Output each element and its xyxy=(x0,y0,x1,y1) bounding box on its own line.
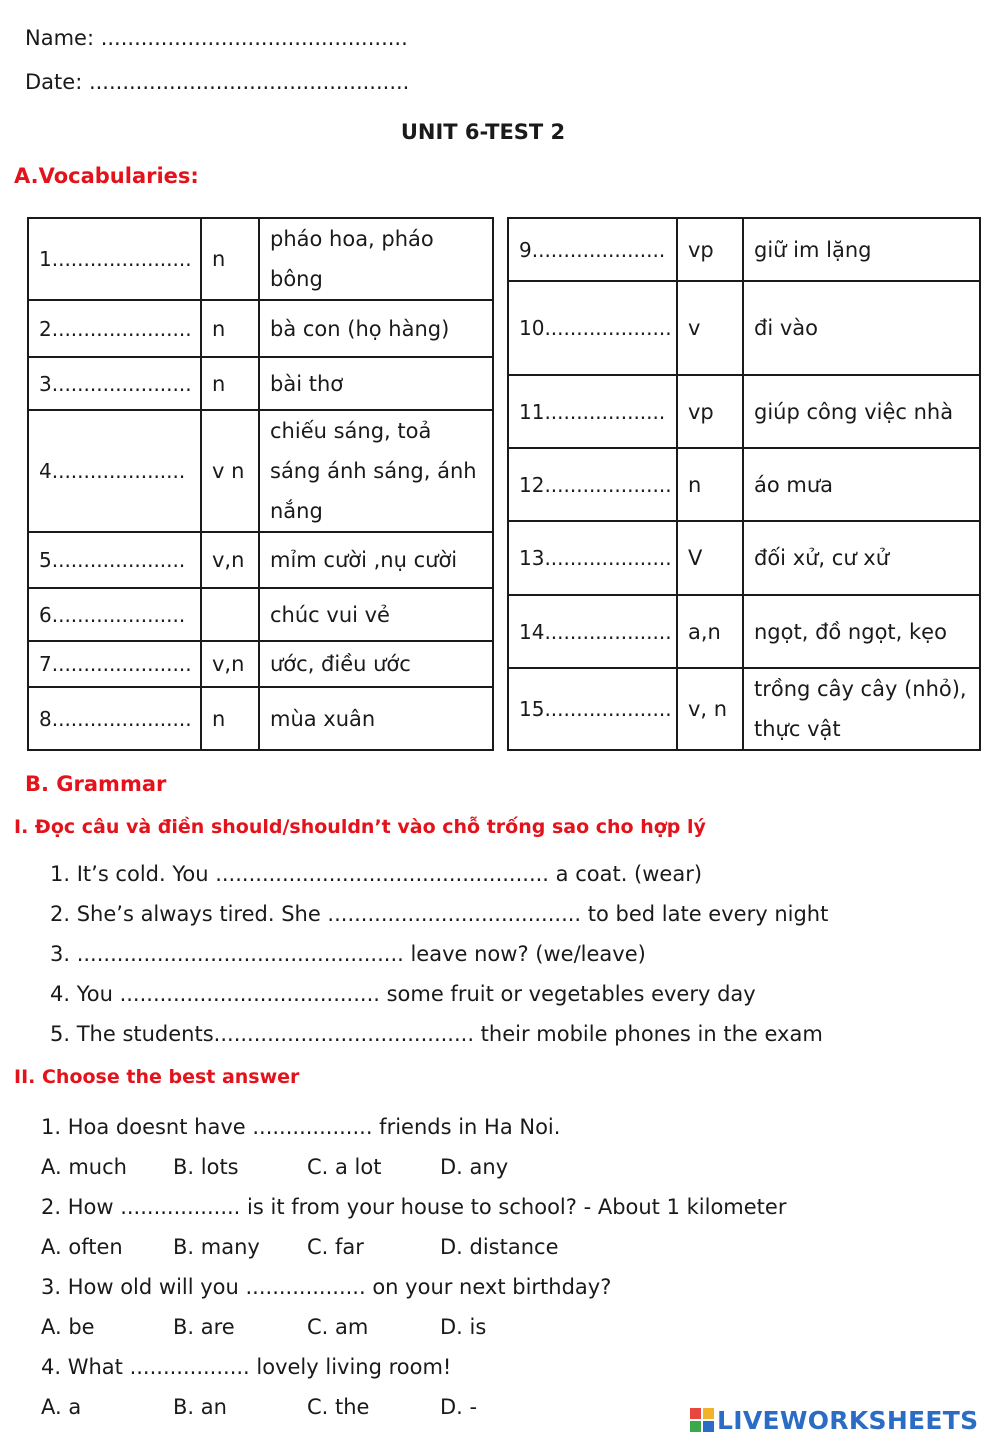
question-1: 1. Hoa doesnt have .................. friends in Ha Noi. xyxy=(41,1115,561,1139)
option-d[interactable]: D. any xyxy=(440,1155,509,1179)
meaning: pháo hoa, pháo bông xyxy=(259,218,493,300)
fill-sentence-3[interactable]: 3. ................................................. leave now? (we/leave) xyxy=(50,942,646,966)
vocab-blank[interactable]: 8...................... xyxy=(28,687,201,750)
fill-sentence-2[interactable]: 2. She’s always tired. She ...................................... to bed late every night xyxy=(50,902,829,926)
word-type: vp xyxy=(677,375,743,448)
word-type: n xyxy=(201,300,259,357)
option-b[interactable]: B. many xyxy=(173,1235,260,1259)
table-row xyxy=(28,410,493,532)
meaning: ước, điều ước xyxy=(259,641,493,687)
table-row xyxy=(508,448,980,521)
option-b[interactable]: B. lots xyxy=(173,1155,239,1179)
meaning: đối xử, cư xử xyxy=(743,521,980,595)
option-a[interactable]: A. be xyxy=(41,1315,95,1339)
date-line: Date: ................................................ xyxy=(25,70,410,94)
word-type: v,n xyxy=(201,532,259,588)
table-row xyxy=(508,668,980,750)
table-row xyxy=(28,641,493,687)
meaning: mùa xuân xyxy=(259,687,493,750)
meaning: mỉm cười ,nụ cười xyxy=(259,532,493,588)
option-a[interactable]: A. often xyxy=(41,1235,123,1259)
table-row xyxy=(508,375,980,448)
table-row xyxy=(28,687,493,750)
meaning: giữ im lặng xyxy=(743,218,980,281)
option-d[interactable]: D. distance xyxy=(440,1235,559,1259)
word-type: n xyxy=(201,357,259,410)
word-type: v,n xyxy=(201,641,259,687)
option-c[interactable]: C. a lot xyxy=(307,1155,382,1179)
table-row xyxy=(28,218,493,300)
meaning: chúc vui vẻ xyxy=(259,588,493,641)
table-row xyxy=(508,595,980,668)
option-a[interactable]: A. a xyxy=(41,1395,82,1419)
vocab-table-right xyxy=(507,217,981,751)
page-title: UNIT 6-TEST 2 xyxy=(400,120,566,144)
vocab-blank[interactable]: 14.................... xyxy=(508,595,677,668)
option-b[interactable]: B. an xyxy=(173,1395,227,1419)
word-type: a,n xyxy=(677,595,743,668)
meaning: bà con (họ hàng) xyxy=(259,300,493,357)
vocab-blank[interactable]: 7...................... xyxy=(28,641,201,687)
meaning: giúp công việc nhà xyxy=(743,375,980,448)
table-row xyxy=(28,357,493,410)
table-row xyxy=(508,281,980,375)
vocabularies-heading: A.Vocabularies: xyxy=(14,164,199,188)
table-row xyxy=(28,588,493,641)
vocab-blank[interactable]: 10.................... xyxy=(508,281,677,375)
vocab-blank[interactable]: 11................... xyxy=(508,375,677,448)
table-row xyxy=(508,521,980,595)
word-type: n xyxy=(201,687,259,750)
word-type: v, n xyxy=(677,668,743,750)
fill-sentence-1[interactable]: 1. It’s cold. You .................................................. a coat. (wear) xyxy=(50,862,703,886)
vocab-blank[interactable]: 15.................... xyxy=(508,668,677,750)
table-row xyxy=(28,300,493,357)
meaning: chiếu sáng, toả sáng ánh sáng, ánh nắng xyxy=(259,410,493,532)
question-2: 2. How .................. is it from your house to school? - About 1 kilometer xyxy=(41,1195,787,1219)
vocab-blank[interactable]: 2...................... xyxy=(28,300,201,357)
name-line: Name: .............................................. xyxy=(25,26,408,50)
word-type: vp xyxy=(677,218,743,281)
vocab-blank[interactable]: 3...................... xyxy=(28,357,201,410)
word-type: V xyxy=(677,521,743,595)
vocab-blank[interactable]: 13.................... xyxy=(508,521,677,595)
table-row xyxy=(28,532,493,588)
part1-heading: I. Đọc câu và điền should/shouldn’t vào chỗ trống sao cho hợp lý xyxy=(14,816,706,838)
table-row xyxy=(508,218,980,281)
logo-text: LIVEWORKSHEETS xyxy=(717,1405,979,1435)
vocab-blank[interactable]: 4..................... xyxy=(28,410,201,532)
option-d[interactable]: D. - xyxy=(440,1395,478,1419)
option-d[interactable]: D. is xyxy=(440,1315,487,1339)
question-3: 3. How old will you .................. on your next birthday? xyxy=(41,1275,612,1299)
option-a[interactable]: A. much xyxy=(41,1155,127,1179)
vocab-table-left xyxy=(27,217,494,751)
liveworksheets-logo xyxy=(690,1404,978,1436)
word-type: n xyxy=(201,218,259,300)
meaning: áo mưa xyxy=(743,448,980,521)
option-c[interactable]: C. the xyxy=(307,1395,370,1419)
meaning: bài thơ xyxy=(259,357,493,410)
option-c[interactable]: C. am xyxy=(307,1315,369,1339)
word-type: v xyxy=(677,281,743,375)
question-4: 4. What .................. lovely living room! xyxy=(41,1355,452,1379)
meaning: đi vào xyxy=(743,281,980,375)
meaning: trồng cây cây (nhỏ), thực vật xyxy=(743,668,980,750)
word-type: v n xyxy=(201,410,259,532)
vocab-blank[interactable]: 6..................... xyxy=(28,588,201,641)
vocab-blank[interactable]: 12.................... xyxy=(508,448,677,521)
option-b[interactable]: B. are xyxy=(173,1315,235,1339)
fill-sentence-5[interactable]: 5. The students....................................... their mobile phones in the exam xyxy=(50,1022,823,1046)
word-type xyxy=(201,588,259,641)
fill-sentence-4[interactable]: 4. You ....................................... some fruit or vegetables every day xyxy=(50,982,756,1006)
vocab-blank[interactable]: 9..................... xyxy=(508,218,677,281)
vocab-blank[interactable]: 5..................... xyxy=(28,532,201,588)
option-c[interactable]: C. far xyxy=(307,1235,364,1259)
vocab-blank[interactable]: 1...................... xyxy=(28,218,201,300)
word-type: n xyxy=(677,448,743,521)
part2-heading: II. Choose the best answer xyxy=(14,1066,300,1088)
grammar-heading: B. Grammar xyxy=(25,772,167,796)
meaning: ngọt, đồ ngọt, kẹo xyxy=(743,595,980,668)
liveworksheets-logo-icon xyxy=(690,1408,714,1432)
